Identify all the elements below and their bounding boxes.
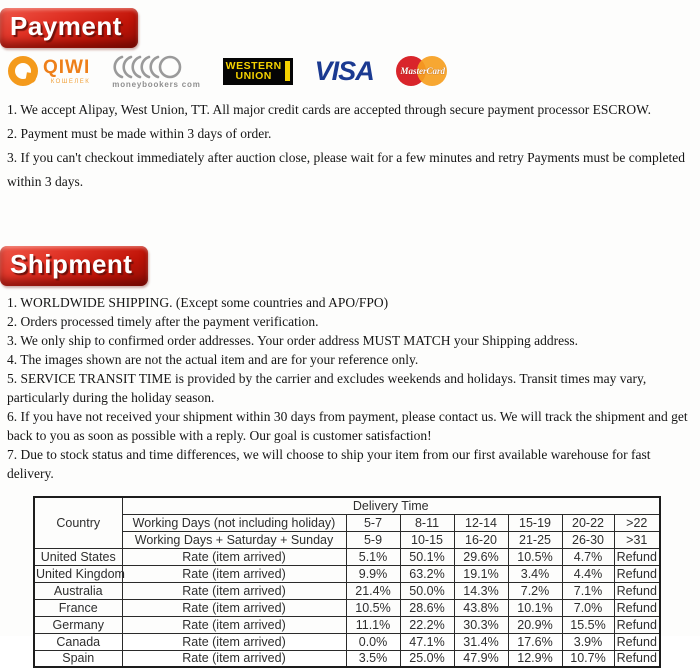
rate-cell: 15.5% bbox=[562, 616, 614, 633]
country-cell: Spain bbox=[34, 650, 122, 667]
table-row bbox=[34, 497, 660, 514]
visa-logo bbox=[315, 56, 374, 87]
rate-label-cell: Rate (item arrived) bbox=[122, 565, 346, 582]
qiwi-q-icon bbox=[8, 56, 38, 86]
refund-cell: Refund bbox=[614, 565, 660, 582]
table-row bbox=[34, 582, 660, 599]
rate-cell: 47.1% bbox=[400, 633, 454, 650]
qiwi-logo bbox=[8, 56, 90, 86]
shipment-note: 6. If you have not received your shipment within 30 days from payment, please contact us. We will track the shipment and get back to you as soon as possible with a reply. Our goal is customer satisfaction! bbox=[7, 409, 688, 443]
country-header-cell: Country bbox=[34, 497, 122, 548]
rate-cell: 19.1% bbox=[454, 565, 508, 582]
shipment-note: 7. Due to stock status and time differences, we will choose to ship your item from our first available warehouse for fast delivery. bbox=[7, 447, 651, 481]
payment-methods-row bbox=[8, 52, 700, 90]
rate-cell: 28.6% bbox=[400, 599, 454, 616]
western-union-word2: UNION bbox=[235, 70, 272, 82]
rate-cell: 25.0% bbox=[400, 650, 454, 667]
rate-cell: 10.7% bbox=[562, 650, 614, 667]
rate-cell: 7.0% bbox=[562, 599, 614, 616]
rate-cell: 7.2% bbox=[508, 582, 562, 599]
rate-cell: 50.1% bbox=[400, 548, 454, 565]
shipment-notes bbox=[0, 293, 700, 483]
shipment-banner-label: Shipment bbox=[10, 248, 133, 279]
table-row bbox=[34, 514, 660, 531]
payment-note: 3. If you can't checkout immediately after auction close, please wait for a few minutes and retry Payments must be completed within 3 days. bbox=[7, 150, 685, 189]
rate-cell: 50.0% bbox=[400, 582, 454, 599]
table-row bbox=[34, 565, 660, 582]
refund-cell: Refund bbox=[614, 633, 660, 650]
delivery-table-wrap bbox=[33, 496, 700, 668]
country-cell: Australia bbox=[34, 582, 122, 599]
shipment-banner bbox=[0, 246, 148, 286]
rate-label-cell: Rate (item arrived) bbox=[122, 582, 346, 599]
working-days-label: Working Days + Saturday + Sunday bbox=[122, 531, 346, 548]
moneybookers-arcs-icon bbox=[112, 54, 182, 79]
range-cell: >31 bbox=[614, 531, 660, 548]
rate-cell: 14.3% bbox=[454, 582, 508, 599]
rate-cell: 12.9% bbox=[508, 650, 562, 667]
payment-note: 1. We accept Alipay, West Union, TT. All major credit cards are accepted through secure payment processor ESCROW. bbox=[7, 102, 652, 117]
rate-cell: 43.8% bbox=[454, 599, 508, 616]
rate-cell: 9.9% bbox=[346, 565, 400, 582]
qiwi-wordmark: QIWI bbox=[43, 56, 91, 78]
western-union-logo bbox=[223, 58, 293, 85]
mastercard-wordmark: MasterCard bbox=[400, 66, 445, 76]
payment-notes bbox=[0, 98, 700, 194]
moneybookers-wordmark: moneybookers com bbox=[112, 79, 201, 89]
rate-label-cell: Rate (item arrived) bbox=[122, 548, 346, 565]
shipment-note: 1. WORLDWIDE SHIPPING. (Except some countries and APO/FPO) bbox=[7, 295, 389, 310]
rate-cell: 5.1% bbox=[346, 548, 400, 565]
delivery-time-header-cell: Delivery Time bbox=[122, 497, 660, 514]
range-cell: 10-15 bbox=[400, 531, 454, 548]
visa-wordmark: VISA bbox=[314, 55, 374, 86]
refund-cell: Refund bbox=[614, 650, 660, 667]
shipment-note: 5. SERVICE TRANSIT TIME is provided by the carrier and excludes weekends and holidays. Transit times may vary, particularly during the holiday season. bbox=[7, 371, 647, 405]
payment-banner-label: Payment bbox=[10, 10, 122, 41]
payment-banner bbox=[0, 8, 138, 48]
rate-cell: 20.9% bbox=[508, 616, 562, 633]
rate-cell: 0.0% bbox=[346, 633, 400, 650]
rate-label-cell: Rate (item arrived) bbox=[122, 616, 346, 633]
range-cell: 21-25 bbox=[508, 531, 562, 548]
rate-cell: 31.4% bbox=[454, 633, 508, 650]
rate-cell: 10.5% bbox=[346, 599, 400, 616]
range-cell: 8-11 bbox=[400, 514, 454, 531]
range-cell: 15-19 bbox=[508, 514, 562, 531]
table-row bbox=[34, 599, 660, 616]
shipment-note: 3. We only ship to confirmed order addresses. Your order address MUST MATCH your Shipping address. bbox=[7, 333, 578, 348]
rate-cell: 21.4% bbox=[346, 582, 400, 599]
rate-cell: 3.9% bbox=[562, 633, 614, 650]
payment-section bbox=[0, 0, 700, 194]
range-cell: 5-7 bbox=[346, 514, 400, 531]
rate-cell: 30.3% bbox=[454, 616, 508, 633]
working-days-label: Working Days (not including holiday) bbox=[122, 514, 346, 531]
rate-label-cell: Rate (item arrived) bbox=[122, 650, 346, 667]
rate-label-cell: Rate (item arrived) bbox=[122, 633, 346, 650]
shipment-section bbox=[0, 238, 700, 668]
western-union-bars-icon bbox=[285, 61, 290, 81]
rate-cell: 22.2% bbox=[400, 616, 454, 633]
moneybookers-logo bbox=[112, 54, 200, 89]
western-union-word1: WESTERN bbox=[225, 59, 282, 72]
rate-label-cell: Rate (item arrived) bbox=[122, 599, 346, 616]
range-cell: 16-20 bbox=[454, 531, 508, 548]
rate-cell: 3.5% bbox=[346, 650, 400, 667]
table-row bbox=[34, 531, 660, 548]
country-cell: France bbox=[34, 599, 122, 616]
country-cell: United Kingdom bbox=[36, 566, 125, 581]
shipment-note: 2. Orders processed timely after the payment verification. bbox=[7, 314, 319, 329]
table-row bbox=[34, 633, 660, 650]
range-cell: 5-9 bbox=[346, 531, 400, 548]
country-cell: Germany bbox=[34, 616, 122, 633]
refund-cell: Refund bbox=[614, 599, 660, 616]
rate-cell: 10.1% bbox=[508, 599, 562, 616]
qiwi-tagline: КОШЕЛЕК bbox=[50, 78, 91, 85]
rate-cell: 17.6% bbox=[508, 633, 562, 650]
delivery-time-table bbox=[33, 496, 661, 668]
rate-cell: 29.6% bbox=[454, 548, 508, 565]
range-cell: 12-14 bbox=[454, 514, 508, 531]
refund-cell: Refund bbox=[614, 582, 660, 599]
table-row bbox=[34, 650, 660, 667]
rate-cell: 4.4% bbox=[562, 565, 614, 582]
table-row bbox=[34, 548, 660, 565]
range-cell: 26-30 bbox=[562, 531, 614, 548]
range-cell: >22 bbox=[614, 514, 660, 531]
rate-cell: 3.4% bbox=[508, 565, 562, 582]
shipment-note: 4. The images shown are not the actual item and are for your reference only. bbox=[7, 352, 419, 367]
rate-cell: 4.7% bbox=[562, 548, 614, 565]
refund-cell: Refund bbox=[614, 548, 660, 565]
rate-cell: 7.1% bbox=[562, 582, 614, 599]
payment-note: 2. Payment must be made within 3 days of order. bbox=[7, 126, 272, 141]
rate-cell: 63.2% bbox=[400, 565, 454, 582]
rate-cell: 47.9% bbox=[454, 650, 508, 667]
refund-cell: Refund bbox=[614, 616, 660, 633]
rate-cell: 11.1% bbox=[346, 616, 400, 633]
mastercard-logo bbox=[396, 55, 448, 87]
country-cell: United States bbox=[34, 548, 122, 565]
rate-cell: 10.5% bbox=[508, 548, 562, 565]
table-row bbox=[34, 616, 660, 633]
range-cell: 20-22 bbox=[562, 514, 614, 531]
country-cell: Canada bbox=[34, 633, 122, 650]
